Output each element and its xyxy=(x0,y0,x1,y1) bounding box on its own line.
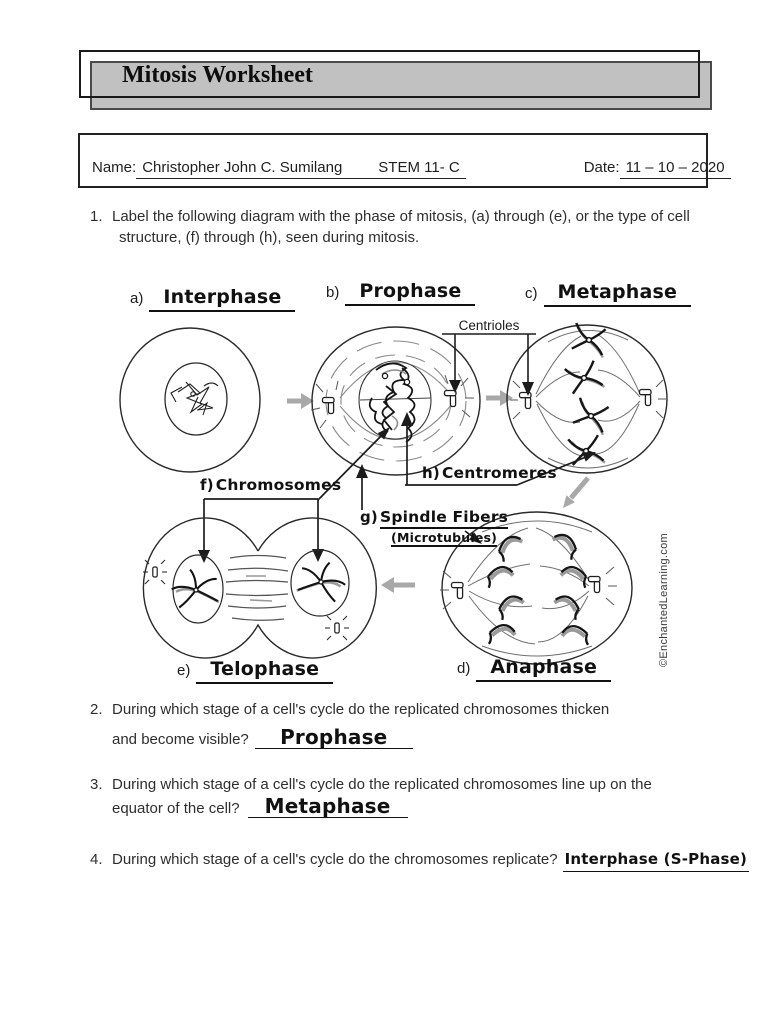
label-b-letter: b) xyxy=(326,284,340,301)
question-1 xyxy=(90,206,730,248)
q1-line1: Label the following diagram with the phase of mitosis, (a) through (e), or the type of cell xyxy=(112,208,690,225)
label-e xyxy=(177,658,333,684)
q3-line2: equator of the cell? xyxy=(112,800,240,817)
label-a-letter: a) xyxy=(130,290,144,307)
label-f-letter: f) xyxy=(200,476,214,494)
q2-answer: Prophase xyxy=(255,727,413,749)
mitosis-diagram-drawing xyxy=(80,270,720,700)
label-g-answer: Spindle Fibers xyxy=(380,508,508,529)
question-3 xyxy=(90,774,740,795)
arrow-interphase-to-prophase xyxy=(287,393,314,409)
question-2-answer-row xyxy=(112,727,413,750)
label-b-answer: Prophase xyxy=(345,280,475,306)
label-centrioles: Centrioles xyxy=(458,318,520,333)
q1-line2: structure, (f) through (h), seen during mitosis. xyxy=(119,229,420,246)
label-f xyxy=(200,476,341,494)
name-label: Name: xyxy=(92,159,137,176)
question-3-answer-row xyxy=(112,796,408,819)
name-value-underlined xyxy=(136,159,466,179)
label-g-letter: g) xyxy=(360,508,378,526)
interphase-cell xyxy=(120,328,260,472)
question-2 xyxy=(90,699,740,720)
label-a xyxy=(130,286,295,312)
label-h xyxy=(422,464,557,482)
student-name: Christopher John C. Sumilang xyxy=(142,159,343,176)
label-a-answer: Interphase xyxy=(149,286,295,312)
q3-number: 3. xyxy=(90,776,103,793)
q4-line1: During which stage of a cell's cycle do the chromosomes replicate? xyxy=(112,851,558,868)
label-c xyxy=(525,281,691,307)
label-d-letter: d) xyxy=(457,660,471,677)
q1-number: 1. xyxy=(90,208,103,225)
question-4 xyxy=(90,849,750,872)
label-h-answer: Centromeres xyxy=(441,464,557,482)
label-e-letter: e) xyxy=(177,662,191,679)
mitosis-diagram xyxy=(80,270,720,700)
q4-answer: Interphase (S-Phase) xyxy=(563,849,750,872)
label-g xyxy=(360,508,508,547)
q3-line1: During which stage of a cell's cycle do the replicated chromosomes line up on the xyxy=(112,776,652,793)
q2-line2: and become visible? xyxy=(112,731,249,748)
label-h-letter: h) xyxy=(422,464,440,482)
q1-text xyxy=(112,206,690,248)
q3-answer: Metaphase xyxy=(248,796,408,818)
label-d-answer: Anaphase xyxy=(476,656,611,682)
label-b xyxy=(326,280,475,306)
q2-number: 2. xyxy=(90,701,103,718)
label-g-answer-sub: (Microtubules) xyxy=(391,530,498,545)
label-c-answer: Metaphase xyxy=(544,281,692,307)
label-e-answer: Telophase xyxy=(196,658,333,684)
label-f-answer: Chromosomes xyxy=(215,476,342,494)
date-label: Date: xyxy=(583,159,620,176)
q2-line1: During which stage of a cell's cycle do the replicated chromosomes thicken xyxy=(112,701,610,718)
q4-number: 4. xyxy=(90,851,103,868)
arrow-metaphase-to-anaphase xyxy=(563,478,588,508)
arrow-prophase-to-metaphase xyxy=(486,390,513,406)
copyright-credit: ©EnchantedLearning.com xyxy=(658,533,670,667)
section-value: STEM 11- C xyxy=(378,159,460,176)
centrioles-pointer-lines xyxy=(442,334,536,396)
label-c-letter: c) xyxy=(525,285,538,302)
arrow-anaphase-to-telophase xyxy=(381,577,415,593)
page-title: Mitosis Worksheet xyxy=(122,62,313,88)
metaphase-cell xyxy=(507,323,667,473)
telophase-cell xyxy=(143,518,376,658)
label-d xyxy=(457,656,611,682)
name-date-box xyxy=(78,133,725,188)
date-value: 11 – 10 – 2020 xyxy=(620,159,731,179)
